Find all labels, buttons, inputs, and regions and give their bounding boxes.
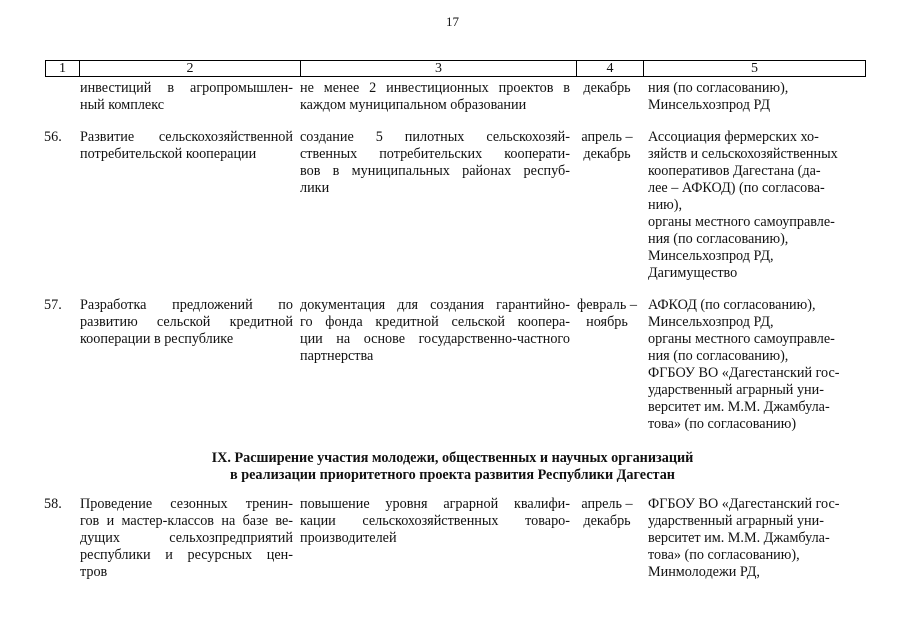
section-heading-line-2: в реализации приоритетного проекта развития Республики Дагестан [230, 467, 675, 483]
cell-line: дущих сельхозпредприятий [80, 530, 293, 546]
cell-line: повышение уровня аграрной квалифи- [300, 496, 570, 512]
cell-line: органы местного самоуправле- [648, 214, 835, 230]
cell-responsible [648, 297, 858, 433]
cell-line: верситет им. М.М. Джамбула- [648, 530, 830, 546]
cell-result [300, 496, 570, 547]
cell-line: тров [80, 564, 108, 580]
cell-line: Минсельхозпрод РД, [648, 314, 774, 330]
cell-responsible [648, 80, 858, 114]
cell-result [300, 297, 570, 365]
cell-line: Ассоциация фермерских хо- [648, 129, 819, 145]
cell-deadline [576, 297, 638, 331]
cell-line: ния (по согласованию), [648, 80, 789, 96]
cell-deadline [576, 129, 638, 163]
cell-line: декабрь [583, 80, 631, 96]
cell-line: декабрь [583, 146, 631, 162]
cell-line: апрель – [581, 496, 633, 512]
cell-line: инвестиций в агропромышлен- [80, 80, 293, 96]
cell-line: това» (по согласованию) [648, 416, 797, 432]
cell-line: документация для создания гарантийно- [300, 297, 570, 313]
col-header-5: 5 [644, 61, 866, 77]
cell-responsible [648, 496, 858, 581]
col-header-4: 4 [577, 61, 644, 77]
cell-deadline [576, 80, 638, 97]
cell-line: кации сельскохозяйственных товаро- [300, 513, 570, 529]
section-heading-line-1: IX. Расширение участия молодежи, общественных и научных организаций [211, 450, 694, 466]
cell-line: ный комплекс [80, 97, 165, 113]
cell-line: лее – АФКОД) (по согласова- [648, 180, 825, 196]
col-header-2: 2 [80, 61, 301, 77]
cell-line: партнерства [300, 348, 374, 364]
cell-line: кооперации в республике [80, 331, 234, 347]
cell-line: го фонда кредитной сельской коопера- [300, 314, 570, 330]
cell-deadline [576, 496, 638, 530]
cell-line: производителей [300, 530, 397, 546]
cell-line: Дагимущество [648, 265, 738, 281]
col-header-1: 1 [46, 61, 80, 77]
cell-line: зяйств и сельскохозяйственных [648, 146, 838, 162]
cell-line: потребительской кооперации [80, 146, 257, 162]
cell-line: Развитие сельскохозяйственной [80, 129, 293, 145]
cell-line: органы местного самоуправле- [648, 331, 835, 347]
cell-result [300, 80, 570, 114]
cell-line: республики и ресурсных цен- [80, 547, 293, 563]
cell-line: ции на основе государственно-частного [300, 331, 570, 347]
cell-line: АФКОД (по согласованию), [648, 297, 816, 313]
column-header-row [45, 60, 866, 77]
cell-line: ноябрь [586, 314, 628, 330]
cell-line: каждом муниципальном образовании [300, 97, 527, 113]
cell-responsible [648, 129, 858, 282]
cell-task [80, 129, 293, 163]
col-header-3: 3 [301, 61, 577, 77]
cell-task [80, 496, 293, 581]
cell-line: декабрь [583, 513, 631, 529]
cell-line: апрель – [581, 129, 633, 145]
cell-line: вов в муниципальных районах респуб- [300, 163, 570, 179]
cell-line: развитию сельской кредитной [80, 314, 293, 330]
cell-line: ственных потребительских кооперати- [300, 146, 570, 162]
cell-line: Минмолодежи РД, [648, 564, 760, 580]
cell-line: лики [300, 180, 330, 196]
page-number: 17 [446, 14, 459, 29]
row-number: 57. [44, 297, 62, 313]
cell-line: Минсельхозпрод РД, [648, 248, 774, 264]
cell-line: ФГБОУ ВО «Дагестанский гос- [648, 365, 840, 381]
cell-task [80, 297, 293, 348]
cell-line: това» (по согласованию), [648, 547, 800, 563]
row-number: 56. [44, 129, 62, 145]
section-heading [0, 450, 905, 484]
cell-line: кооперативов Дагестана (да- [648, 163, 821, 179]
cell-line: ния (по согласованию), [648, 231, 789, 247]
cell-line: ния (по согласованию), [648, 348, 789, 364]
cell-line: Проведение сезонных тренин- [80, 496, 293, 512]
cell-line: Минсельхозпрод РД [648, 97, 771, 113]
cell-line: верситет им. М.М. Джамбула- [648, 399, 830, 415]
cell-result [300, 129, 570, 197]
cell-line: ударственный аграрный уни- [648, 513, 824, 529]
cell-line: не менее 2 инвестиционных проектов в [300, 80, 570, 96]
cell-line: гов и мастер-классов на базе ве- [80, 513, 293, 529]
cell-line: ударственный аграрный уни- [648, 382, 824, 398]
cell-line: создание 5 пилотных сельскохозяй- [300, 129, 570, 145]
row-number: 58. [44, 496, 62, 512]
cell-task [80, 80, 293, 114]
cell-line: нию), [648, 197, 683, 213]
cell-line: Разработка предложений по [80, 297, 293, 313]
cell-line: ФГБОУ ВО «Дагестанский гос- [648, 496, 840, 512]
cell-line: февраль – [577, 297, 637, 313]
